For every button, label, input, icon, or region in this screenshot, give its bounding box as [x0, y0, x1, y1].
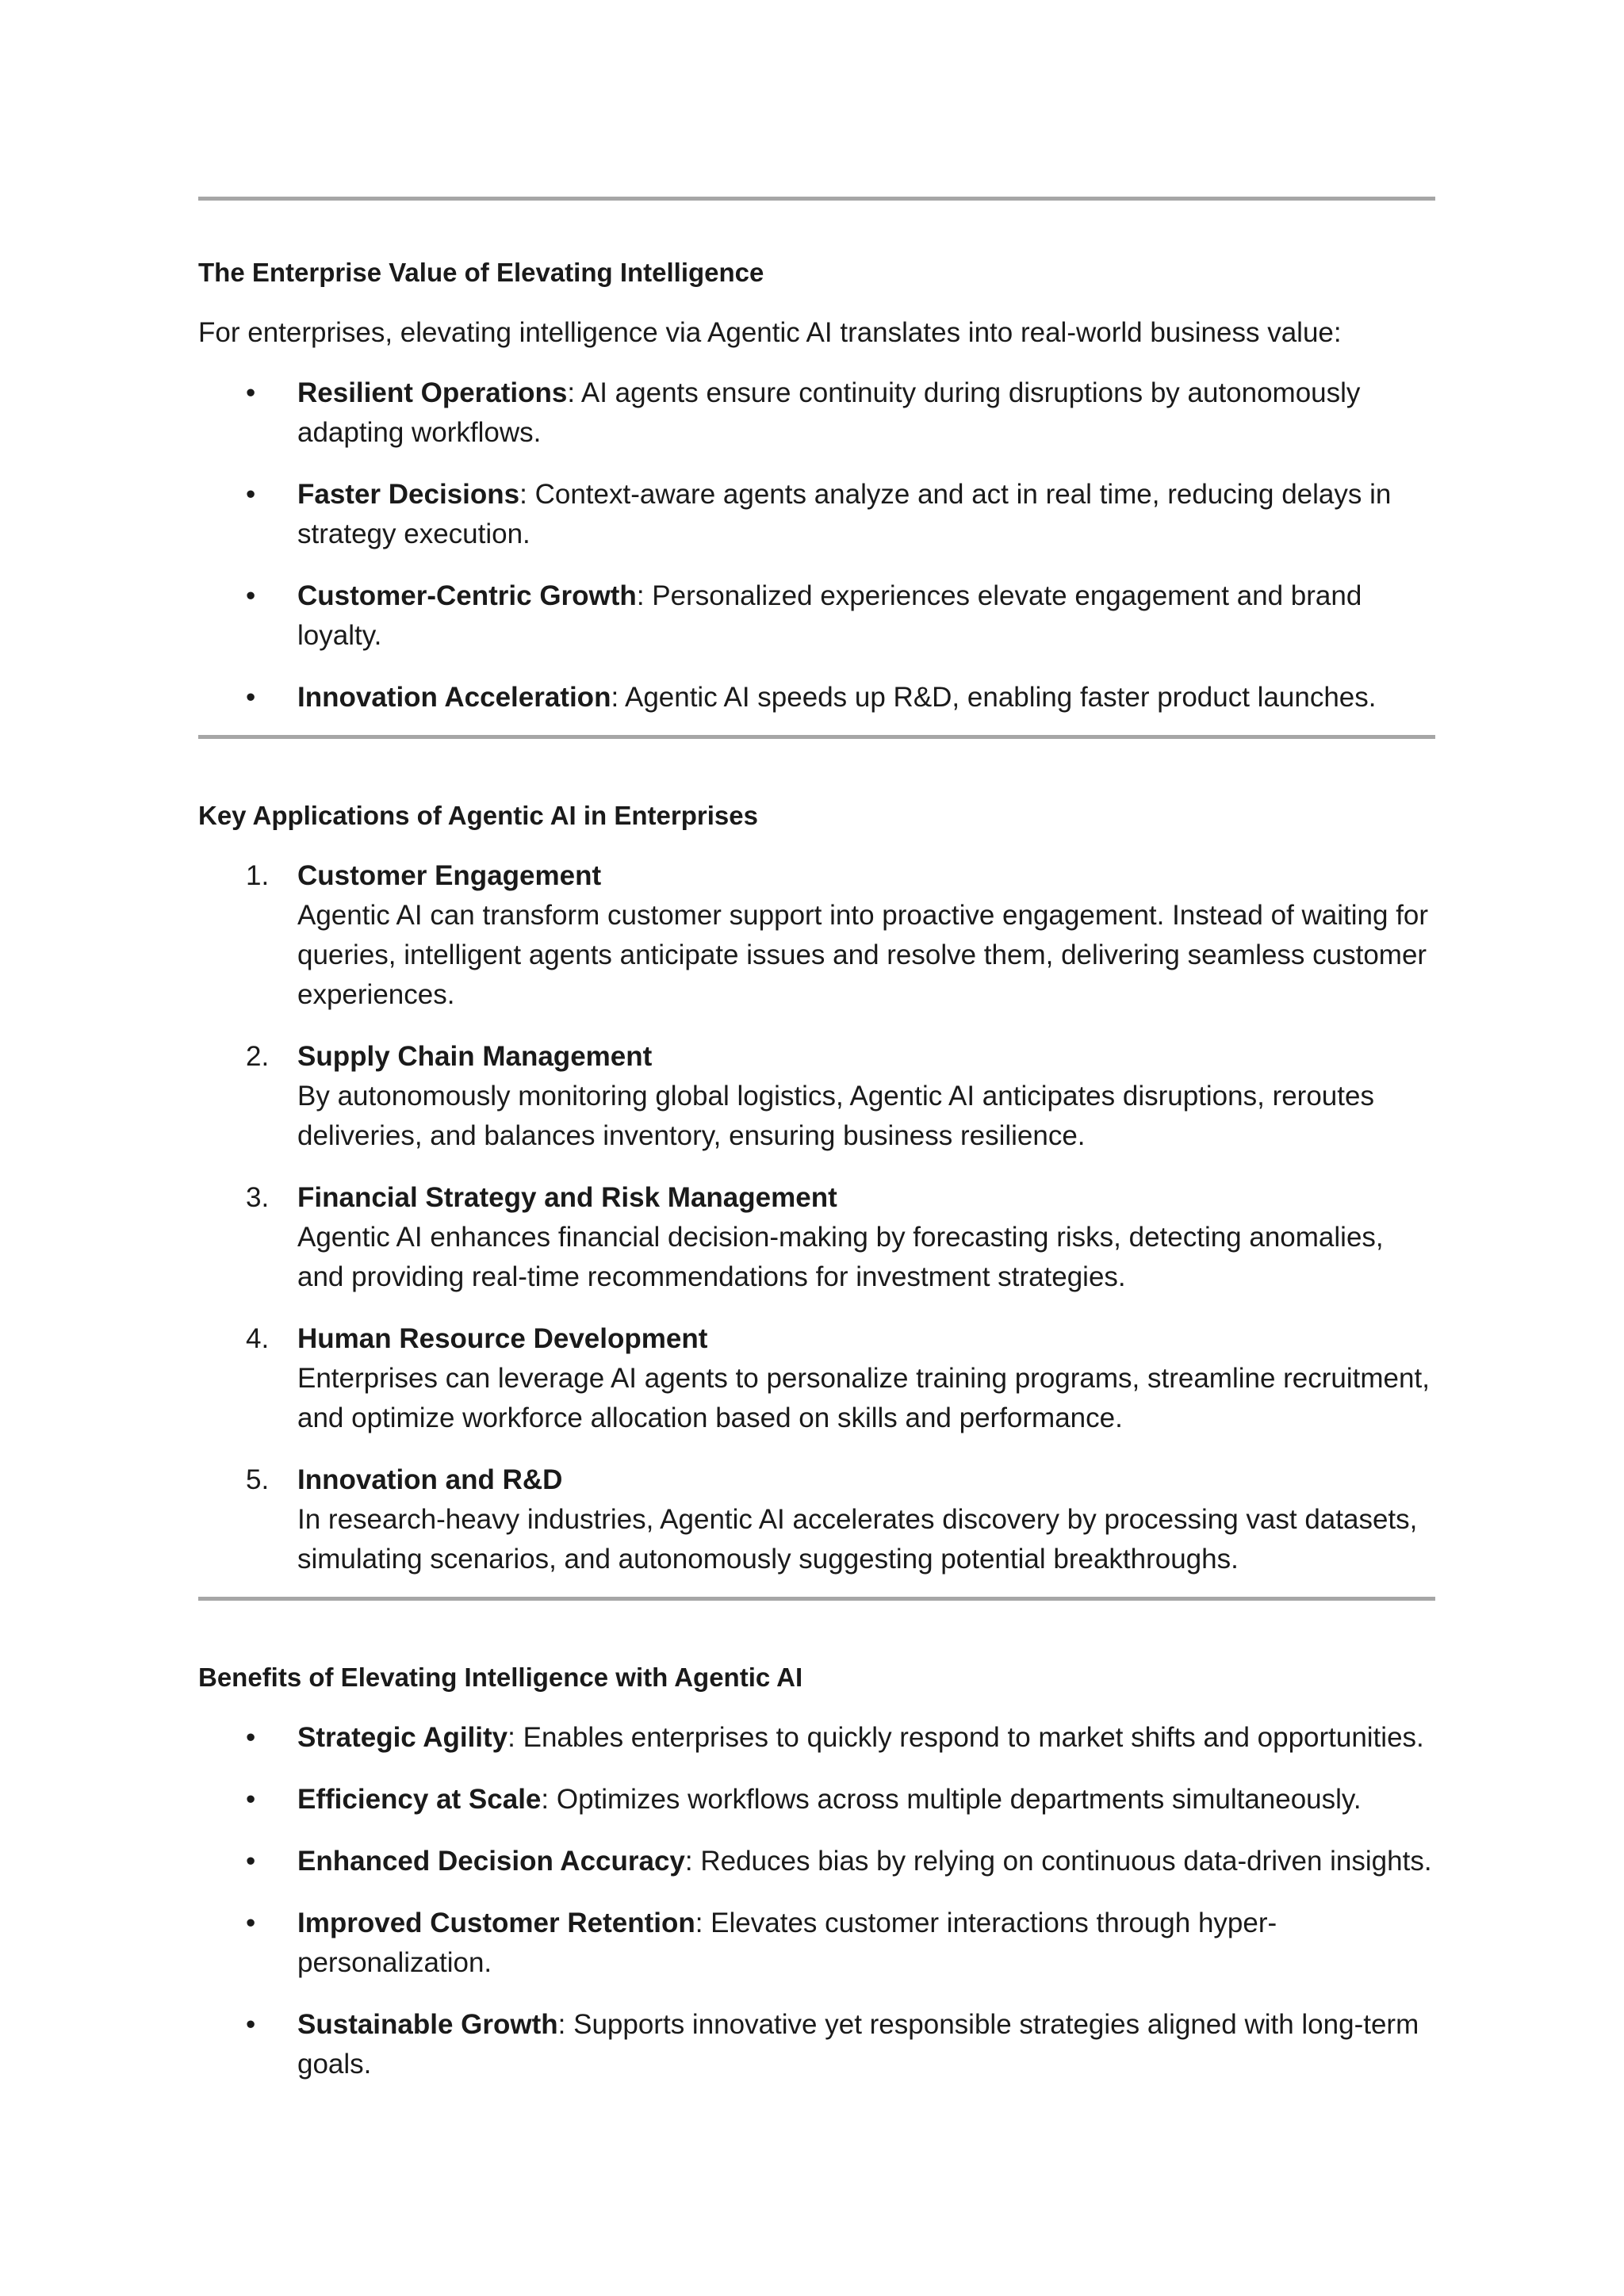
bullet-icon: •	[246, 2009, 256, 2040]
list-item	[198, 475, 1435, 554]
item-term: Faster Decisions	[297, 479, 520, 510]
list-item	[198, 1780, 1435, 1820]
intro-paragraph: For enterprises, elevating intelligence via Agentic AI translates into real-world business value:	[198, 317, 1342, 348]
item-title: Customer Engagement	[297, 860, 602, 891]
item-text: : Elevates customer interactions through hyper-personalization.	[297, 1908, 1277, 1978]
item-text: : Context-aware agents analyze and act in real time, reducing delays in strategy execution.	[297, 479, 1392, 549]
list-item	[198, 1178, 1435, 1297]
item-description: Agentic AI can transform customer support into proactive engagement. Instead of waiting for queries, intelligent agents anticipate issues and resolve them, delivering seamless customer experiences.	[297, 900, 1429, 1010]
item-text: : Optimizes workflows across multiple departments simultaneously.	[541, 1784, 1362, 1815]
bullet-icon: •	[246, 580, 256, 611]
list-item	[198, 2005, 1435, 2084]
item-text: : AI agents ensure continuity during disruptions by autonomously adapting workflows.	[297, 377, 1361, 448]
horizontal-rule	[198, 735, 1435, 739]
item-title: Human Resource Development	[297, 1323, 708, 1354]
item-description: In research-heavy industries, Agentic AI accelerates discovery by processing vast datasets, simulating scenarios, and autonomously suggesting potential breakthroughs.	[297, 1504, 1418, 1575]
item-description: Enterprises can leverage AI agents to personalize training programs, streamline recruitment, and optimize workforce allocation based on skills and performance.	[297, 1363, 1430, 1433]
bullet-list	[198, 1718, 1435, 2084]
numbered-list	[198, 856, 1435, 1579]
bullet-icon: •	[246, 1846, 256, 1877]
bullet-list	[198, 373, 1435, 718]
item-term: Resilient Operations	[297, 377, 568, 408]
list-item	[198, 1460, 1435, 1579]
list-item	[198, 373, 1435, 453]
item-term: Efficiency at Scale	[297, 1784, 542, 1815]
section-key-applications	[198, 799, 1435, 1579]
item-term: Strategic Agility	[297, 1722, 508, 1753]
bullet-icon: •	[246, 1784, 256, 1815]
item-number: 4.	[246, 1323, 270, 1354]
item-text: : Reduces bias by relying on continuous data-driven insights.	[684, 1846, 1432, 1877]
item-text: : Supports innovative yet responsible strategies aligned with long-term goals.	[297, 2009, 1419, 2080]
section-enterprise-value	[198, 256, 1435, 718]
list-item	[198, 1718, 1435, 1758]
item-title: Financial Strategy and Risk Management	[297, 1182, 837, 1213]
item-text: : Personalized experiences elevate engagement and brand loyalty.	[297, 580, 1362, 651]
item-term: Customer-Centric Growth	[297, 580, 637, 611]
section-heading: Key Applications of Agentic AI in Enterprises	[198, 801, 758, 830]
list-item	[198, 678, 1435, 718]
horizontal-rule	[198, 1597, 1435, 1601]
bullet-icon: •	[246, 1722, 256, 1753]
bullet-icon: •	[246, 377, 256, 408]
list-item	[198, 856, 1435, 1015]
item-number: 5.	[246, 1464, 270, 1495]
item-title: Innovation and R&D	[297, 1464, 563, 1495]
item-term: Sustainable Growth	[297, 2009, 558, 2040]
list-item	[198, 1319, 1435, 1438]
document-page	[198, 197, 1435, 2084]
section-benefits	[198, 1661, 1435, 2084]
horizontal-rule	[198, 197, 1435, 201]
item-number: 3.	[246, 1182, 270, 1213]
item-term: Enhanced Decision Accuracy	[297, 1846, 685, 1877]
item-number: 2.	[246, 1041, 270, 1072]
item-text: : Enables enterprises to quickly respond to market shifts and opportunities.	[508, 1722, 1424, 1753]
item-description: By autonomously monitoring global logistics, Agentic AI anticipates disruptions, reroutes deliveries, and balances inventory, ensuring business resilience.	[297, 1081, 1374, 1151]
item-number: 1.	[246, 860, 270, 891]
section-heading: Benefits of Elevating Intelligence with Agentic AI	[198, 1663, 803, 1692]
section-heading: The Enterprise Value of Elevating Intelligence	[198, 258, 764, 287]
item-text: : Agentic AI speeds up R&D, enabling faster product launches.	[611, 682, 1377, 713]
item-term: Innovation Acceleration	[297, 682, 611, 713]
list-item	[198, 576, 1435, 656]
item-term: Improved Customer Retention	[297, 1908, 695, 1938]
bullet-icon: •	[246, 682, 256, 713]
list-item	[198, 1904, 1435, 1983]
list-item	[198, 1037, 1435, 1156]
item-title: Supply Chain Management	[297, 1041, 653, 1072]
bullet-icon: •	[246, 479, 256, 510]
item-description: Agentic AI enhances financial decision-making by forecasting risks, detecting anomalies, and providing real-time recommendations for investment strategies.	[297, 1222, 1384, 1292]
bullet-icon: •	[246, 1908, 256, 1938]
list-item	[198, 1842, 1435, 1881]
